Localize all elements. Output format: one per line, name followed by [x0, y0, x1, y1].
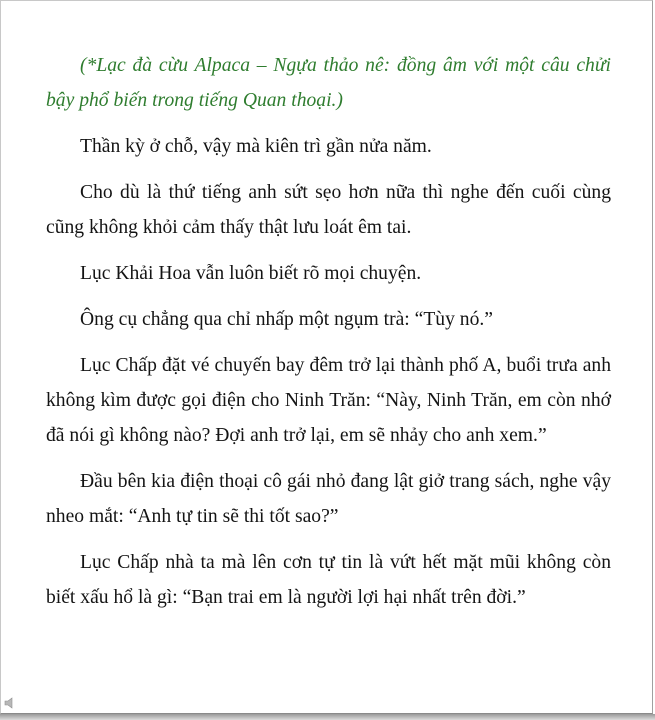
speaker-icon[interactable] [4, 697, 16, 709]
page-shadow [0, 714, 655, 720]
paragraph: Lục Chấp nhà ta mà lên cơn tự tin là vứt hết mặt mũi không còn biết xấu hổ là gì: “Bạn trai em là người lợi hại nhất trên đời.” [46, 552, 611, 608]
paragraph: Cho dù là thứ tiếng anh sứt sẹo hơn nữa thì nghe đến cuối cùng cũng không khỏi cảm thấy thật lưu loát êm tai. [46, 182, 611, 238]
document-body [46, 48, 611, 626]
paragraph: Đầu bên kia điện thoại cô gái nhỏ đang lật giở trang sách, nghe vậy nheo mắt: “Anh tự tin sẽ thi tốt sao?” [46, 471, 611, 527]
paragraph: Thần kỳ ở chỗ, vậy mà kiên trì gần nửa năm. [80, 136, 432, 157]
paragraph: Ông cụ chẳng qua chỉ nhấp một ngụm trà: “Tùy nó.” [80, 309, 493, 330]
paragraph: Lục Khải Hoa vẫn luôn biết rõ mọi chuyện. [80, 263, 422, 284]
translator-note: (*Lạc đà cừu Alpaca – Ngựa thảo nê: đồng âm với một câu chửi bậy phổ biến trong tiếng Quan thoại.) [46, 55, 611, 111]
paragraph: Lục Chấp đặt vé chuyến bay đêm trở lại thành phố A, buổi trưa anh không kìm được gọi điện cho Ninh Trăn: “Này, Ninh Trăn, em còn nhớ đã nói gì không nào? Đợi anh trở lại, em sẽ nhảy cho anh xem.” [46, 355, 611, 446]
